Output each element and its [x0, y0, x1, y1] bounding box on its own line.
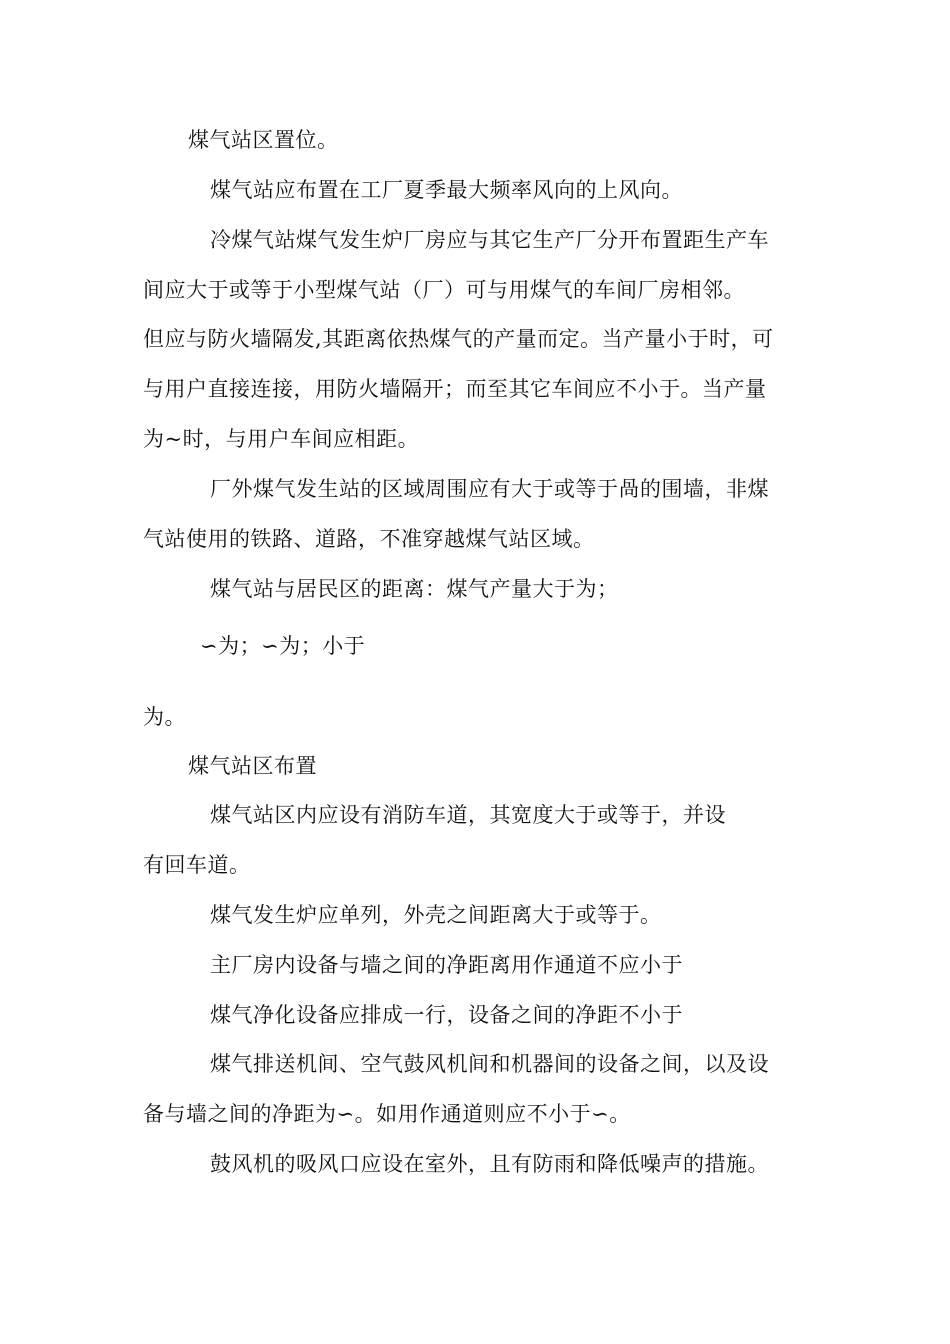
paragraph-line: 为~时，与用户车间应相距。	[143, 427, 420, 451]
paragraph-line: 冷煤气站煤气发生炉厂房应与其它生产厂分开布置距生产车	[210, 228, 769, 252]
heading-station-layout: 煤气站区布置	[188, 754, 317, 778]
paragraph-line: 煤气排送机间、空气鼓风机间和机器间的设备之间，以及设	[210, 1052, 769, 1076]
paragraph-line: 气站使用的铁路、道路，不准穿越煤气站区域。	[143, 527, 595, 551]
paragraph-line: 煤气净化设备应排成一行，设备之间的净距不小于	[210, 1003, 683, 1027]
paragraph-line: 主厂房内设备与墙之间的净距离用作通道不应小于	[210, 953, 683, 977]
paragraph-line: 煤气站与居民区的距离：煤气产量大于为；	[210, 577, 619, 601]
paragraph-line: ∽为；∽为；小于	[200, 634, 366, 658]
paragraph-line: 煤气站应布置在工厂夏季最大频率风向的上风向。	[210, 178, 683, 202]
paragraph-line: 间应大于或等于小型煤气站（厂）可与用煤气的车间厂房相邻。	[143, 278, 745, 302]
paragraph-line: 有回车道。	[143, 853, 251, 877]
paragraph-line: 鼓风机的吸风口应设在室外，且有防雨和降低噪声的措施。	[210, 1152, 769, 1176]
paragraph-line: 但应与防火墙隔发,其距离依热煤气的产量而定。当产量小于时，可	[143, 327, 774, 351]
paragraph-line: 厂外煤气发生站的区域周围应有大于或等于咼的围墙，非煤	[210, 477, 769, 501]
heading-station-location: 煤气站区置位。	[188, 128, 339, 152]
paragraph-line: 与用户直接连接，用防火墙隔开；而至其它车间应不小于。当产量	[143, 377, 767, 401]
paragraph-line: 为。	[143, 705, 186, 729]
paragraph-line: 备与墙之间的净距为∽。如用作通道则应不小于∽。	[143, 1102, 631, 1126]
paragraph-line: 煤气发生炉应单列，外壳之间距离大于或等于。	[210, 903, 662, 927]
paragraph-line: 煤气站区内应设有消防车道，其宽度大于或等于，并设	[210, 803, 726, 827]
